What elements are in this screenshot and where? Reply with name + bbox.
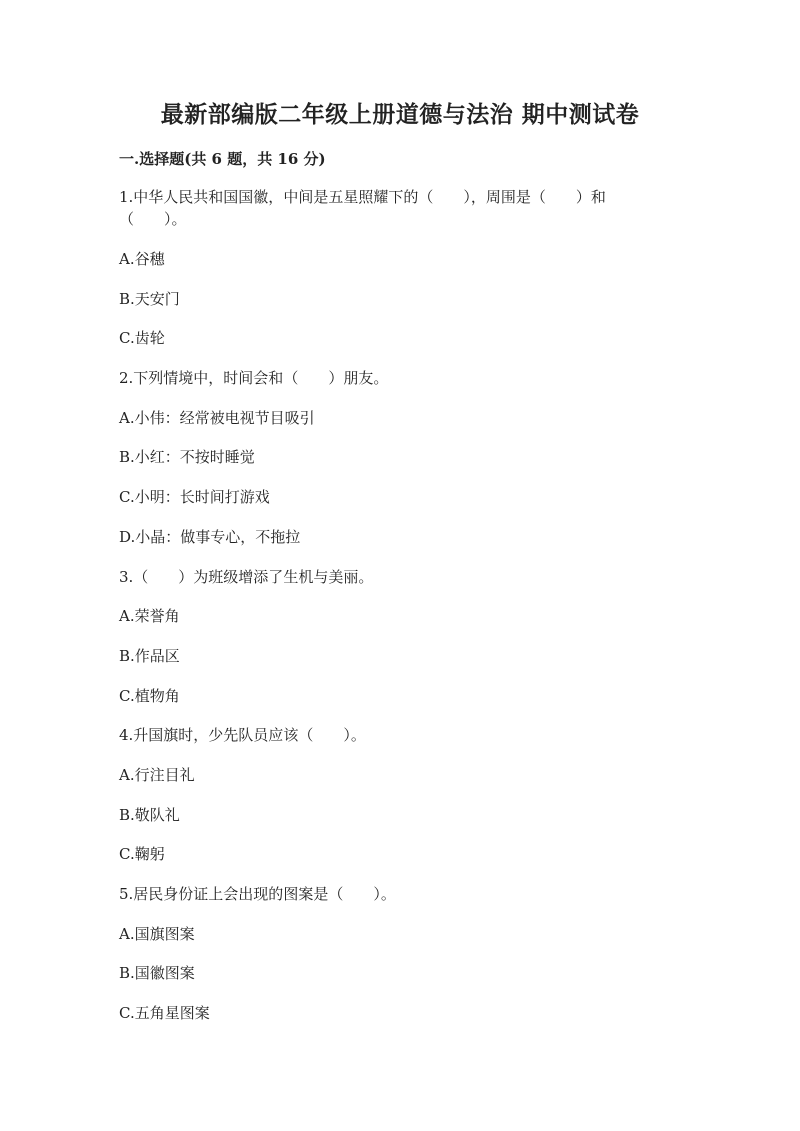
question-4-option-a: A.行注目礼 — [119, 766, 195, 784]
question-2-option-c: C.小明：长时间打游戏 — [119, 488, 270, 506]
section-heading: 一.选择题(共 6 题，共 16 分) — [119, 150, 326, 168]
question-3-stem: 3.（ ）为班级增添了生机与美丽。 — [119, 568, 374, 586]
question-1-option-c: C.齿轮 — [119, 329, 165, 347]
question-3-option-a: A.荣誉角 — [119, 607, 180, 625]
question-3-option-c: C.植物角 — [119, 687, 180, 705]
question-5-option-a: A.国旗图案 — [119, 925, 195, 943]
question-3-option-b: B.作品区 — [119, 647, 180, 665]
question-2-stem: 2.下列情境中，时间会和（ ）朋友。 — [119, 369, 389, 387]
question-4-option-b: B.敬队礼 — [119, 806, 180, 824]
question-2-option-d: D.小晶：做事专心，不拖拉 — [119, 528, 301, 546]
question-2-option-b: B.小红：不按时睡觉 — [119, 448, 255, 466]
question-4-stem: 4.升国旗时，少先队员应该（ ）。 — [119, 726, 366, 744]
page-title: 最新部编版二年级上册道德与法治 期中测试卷 — [160, 101, 640, 128]
question-5-option-c: C.五角星图案 — [119, 1004, 210, 1022]
question-1-stem: 1.中华人民共和国国徽，中间是五星照耀下的（ ），周围是（ ）和 — [119, 188, 606, 206]
question-5-stem: 5.居民身份证上会出现的图案是（ ）。 — [119, 885, 396, 903]
question-4-option-c: C.鞠躬 — [119, 845, 165, 863]
question-2-option-a: A.小伟：经常被电视节目吸引 — [119, 409, 315, 427]
question-1-stem-cont: （ ）。 — [119, 210, 187, 228]
question-1-option-b: B.天安门 — [119, 290, 180, 308]
question-1-option-a: A.谷穗 — [119, 250, 165, 268]
question-5-option-b: B.国徽图案 — [119, 964, 195, 982]
